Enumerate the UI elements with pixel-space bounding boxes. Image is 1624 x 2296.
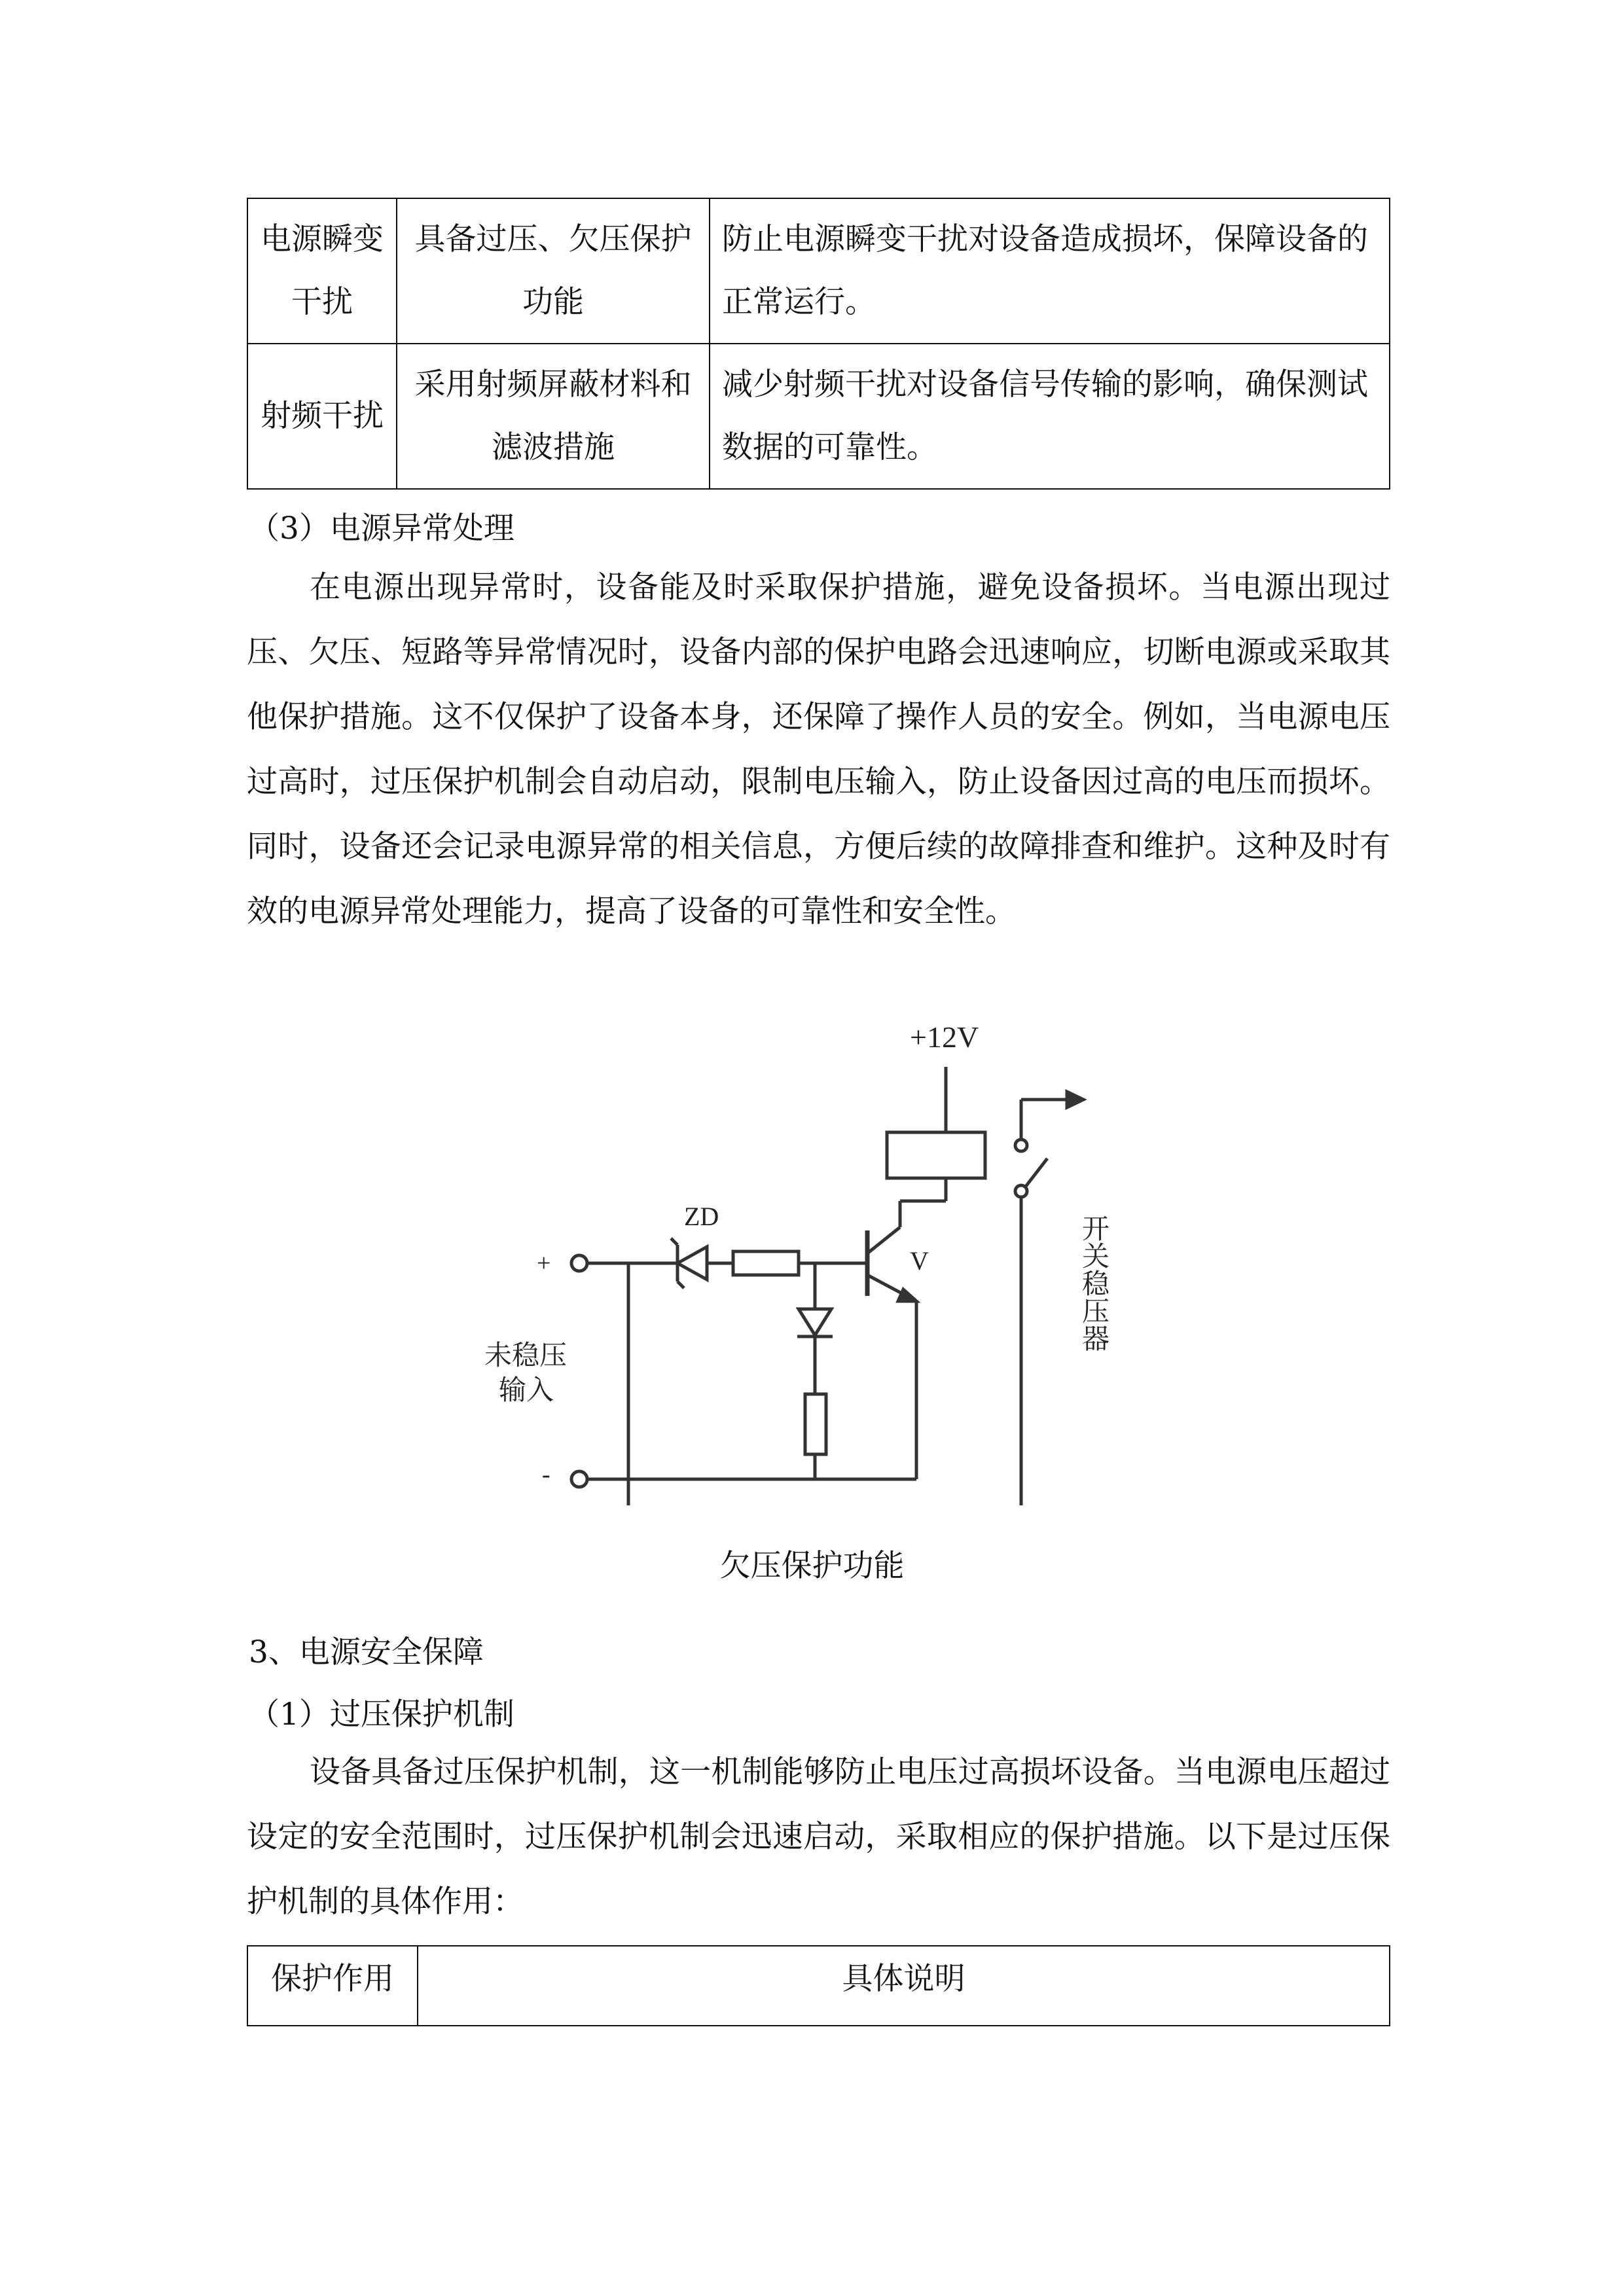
table-cell: 采用射频屏蔽材料和滤波措施 (397, 344, 710, 489)
undervoltage-circuit-diagram (458, 1001, 1152, 1518)
regulator-label: 开关稳压器 (1078, 1214, 1108, 1352)
paragraph: 在电源出现异常时，设备能及时采取保护措施，避免设备损坏。当电源出现过压、欠压、短路等异常情况时，设备内部的保护电路会迅速响应，切断电源或采取其他保护措施。这不仅保护了设备本身，还保障了操作人员的安全。例如，当电源电压过高时，过压保护机制会自动启动，限制电压输入，防止设备因过高的电压而损坏。同时，设备还会记录电源异常的相关信息，方便后续的故障排查和维护。这种及时有效的电源异常处理能力，提高了设备的可靠性和安全性。 (247, 569, 1390, 929)
plus-terminal (571, 1255, 587, 1271)
table-cell: 防止电源瞬变干扰对设备造成损坏，保障设备的正常运行。 (710, 198, 1390, 344)
table-row (247, 1946, 1390, 2026)
minus-terminal (571, 1471, 587, 1487)
minus-label: - (542, 1461, 550, 1488)
table-row (247, 344, 1390, 489)
interference-table (247, 198, 1390, 490)
zener-diode (677, 1247, 707, 1280)
input-label-line2: 输入 (499, 1376, 554, 1406)
relay-coil (887, 1132, 985, 1178)
supply-label: +12V (910, 1020, 979, 1054)
switch-contact-top (1015, 1139, 1027, 1151)
table-header-cell: 保护作用 (247, 1946, 418, 2026)
input-label-line1: 未稳压 (484, 1341, 568, 1371)
section-heading: 3、电源安全保障 (249, 1634, 484, 1670)
table-cell: 减少射频干扰对设备信号传输的影响，确保测试数据的可靠性。 (710, 344, 1390, 489)
transistor-label: V (910, 1246, 929, 1276)
zener-label: ZD (684, 1202, 719, 1231)
diode (799, 1309, 831, 1335)
overvoltage-table (247, 1945, 1390, 2026)
section-heading: （3）电源异常处理 (249, 511, 514, 547)
table-cell: 具备过压、欠压保护功能 (397, 198, 710, 344)
sub-heading: （1）过压保护机制 (249, 1696, 514, 1732)
table-cell: 电源瞬变干扰 (247, 198, 397, 344)
series-resistor (733, 1251, 799, 1275)
table-cell: 射频干扰 (247, 344, 397, 489)
plus-label: + (537, 1249, 551, 1277)
emitter-resistor (805, 1394, 826, 1454)
table-row (247, 198, 1390, 344)
paragraph: 设备具备过压保护机制，这一机制能够防止电压过高损坏设备。当电源电压超过设定的安全范围时，过压保护机制会迅速启动，采取相应的保护措施。以下是过压保护机制的具体作用： (247, 1754, 1390, 1920)
figure-caption: 欠压保护功能 (719, 1548, 905, 1584)
table-header-cell: 具体说明 (418, 1946, 1390, 2026)
